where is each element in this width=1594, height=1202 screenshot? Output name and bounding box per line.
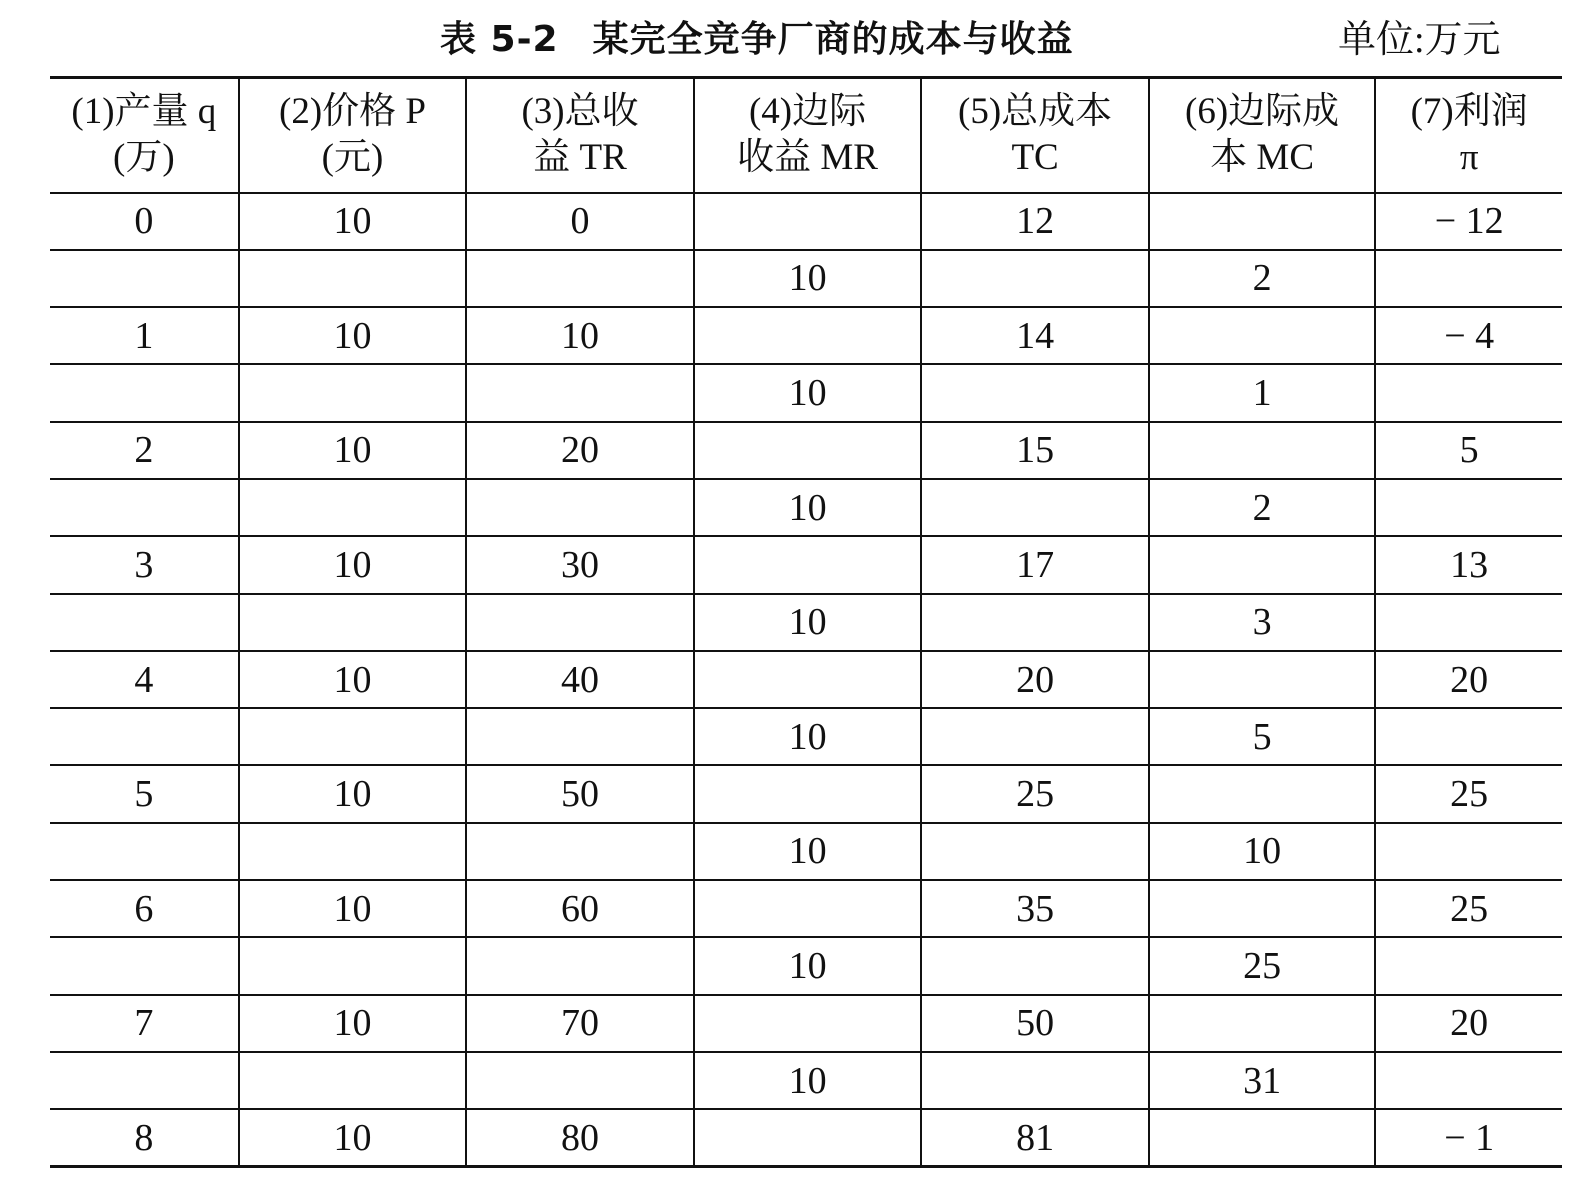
cell-total-cost: 20 xyxy=(921,651,1149,708)
cell-profit: 5 xyxy=(1375,422,1562,479)
cell-marginal-revenue: 10 xyxy=(694,479,922,536)
cell-total-cost xyxy=(921,594,1149,651)
cell-price xyxy=(239,708,467,765)
cell-marginal-revenue: 10 xyxy=(694,708,922,765)
cell-marginal-cost: 2 xyxy=(1149,479,1375,536)
cell-profit xyxy=(1375,937,1562,994)
table-row xyxy=(50,937,1562,994)
cell-profit xyxy=(1375,823,1562,880)
header-total-revenue: (3)总收 益 TR xyxy=(466,78,694,193)
cell-output: 4 xyxy=(50,651,239,708)
cell-output xyxy=(50,594,239,651)
table-row xyxy=(50,250,1562,307)
cell-output: 7 xyxy=(50,995,239,1052)
header-profit: (7)利润 π xyxy=(1375,78,1562,193)
cell-total-revenue xyxy=(466,250,694,307)
cell-total-revenue: 0 xyxy=(466,193,694,250)
cell-marginal-revenue: 10 xyxy=(694,937,922,994)
cell-total-cost: 12 xyxy=(921,193,1149,250)
cell-output: 2 xyxy=(50,422,239,479)
cell-total-revenue: 70 xyxy=(466,995,694,1052)
cell-profit xyxy=(1375,1052,1562,1109)
cell-marginal-cost: 3 xyxy=(1149,594,1375,651)
cell-profit: 20 xyxy=(1375,995,1562,1052)
table-row xyxy=(50,307,1562,364)
cell-total-cost xyxy=(921,937,1149,994)
cell-profit: − 4 xyxy=(1375,307,1562,364)
cell-output: 6 xyxy=(50,880,239,937)
cell-price: 10 xyxy=(239,765,467,822)
cell-profit: − 12 xyxy=(1375,193,1562,250)
cell-output: 1 xyxy=(50,307,239,364)
table-row xyxy=(50,823,1562,880)
cell-marginal-cost xyxy=(1149,422,1375,479)
cell-output: 8 xyxy=(50,1109,239,1166)
header-marginal-cost: (6)边际成 本 MC xyxy=(1149,78,1375,193)
cell-total-cost: 17 xyxy=(921,536,1149,593)
cell-price xyxy=(239,479,467,536)
cell-profit xyxy=(1375,708,1562,765)
cell-marginal-cost: 31 xyxy=(1149,1052,1375,1109)
cell-total-revenue: 40 xyxy=(466,651,694,708)
cell-total-revenue xyxy=(466,594,694,651)
cell-marginal-cost xyxy=(1149,193,1375,250)
cell-marginal-cost xyxy=(1149,765,1375,822)
cell-marginal-cost xyxy=(1149,1109,1375,1166)
cell-profit: 13 xyxy=(1375,536,1562,593)
cell-price: 10 xyxy=(239,193,467,250)
cell-price: 10 xyxy=(239,995,467,1052)
cell-marginal-revenue xyxy=(694,995,922,1052)
cell-price: 10 xyxy=(239,651,467,708)
cell-price xyxy=(239,594,467,651)
cell-output: 3 xyxy=(50,536,239,593)
table-number: 表 5-2 xyxy=(440,19,559,60)
table-row xyxy=(50,422,1562,479)
cell-total-cost: 15 xyxy=(921,422,1149,479)
cell-total-cost: 35 xyxy=(921,880,1149,937)
cell-marginal-revenue: 10 xyxy=(694,594,922,651)
cell-output xyxy=(50,364,239,421)
cell-marginal-revenue xyxy=(694,765,922,822)
header-row xyxy=(50,78,1562,193)
cell-marginal-revenue xyxy=(694,880,922,937)
table-row xyxy=(50,594,1562,651)
header-price: (2)价格 P (元) xyxy=(239,78,467,193)
table-row xyxy=(50,479,1562,536)
cell-marginal-revenue xyxy=(694,422,922,479)
cell-marginal-revenue xyxy=(694,651,922,708)
table-row xyxy=(50,364,1562,421)
cell-total-revenue xyxy=(466,479,694,536)
table-row xyxy=(50,708,1562,765)
cell-total-revenue: 80 xyxy=(466,1109,694,1166)
cell-total-revenue: 30 xyxy=(466,536,694,593)
unit-label: 单位:万元 xyxy=(1338,19,1501,61)
cell-marginal-cost: 5 xyxy=(1149,708,1375,765)
cell-total-revenue: 20 xyxy=(466,422,694,479)
cell-profit xyxy=(1375,250,1562,307)
cell-profit: 25 xyxy=(1375,880,1562,937)
cell-total-cost xyxy=(921,708,1149,765)
cell-price xyxy=(239,1052,467,1109)
cell-total-cost xyxy=(921,250,1149,307)
cell-profit xyxy=(1375,479,1562,536)
cell-price: 10 xyxy=(239,536,467,593)
cell-price xyxy=(239,364,467,421)
cell-marginal-revenue xyxy=(694,536,922,593)
cell-marginal-revenue: 10 xyxy=(694,823,922,880)
table-row xyxy=(50,995,1562,1052)
cell-profit: 20 xyxy=(1375,651,1562,708)
cell-marginal-revenue: 10 xyxy=(694,1052,922,1109)
table-row xyxy=(50,536,1562,593)
cell-price xyxy=(239,250,467,307)
cell-total-cost xyxy=(921,1052,1149,1109)
cell-marginal-cost: 10 xyxy=(1149,823,1375,880)
table-row xyxy=(50,1052,1562,1109)
cell-output: 0 xyxy=(50,193,239,250)
cell-total-cost: 50 xyxy=(921,995,1149,1052)
cell-total-cost: 81 xyxy=(921,1109,1149,1166)
cell-price: 10 xyxy=(239,880,467,937)
cell-marginal-revenue: 10 xyxy=(694,364,922,421)
cell-output xyxy=(50,708,239,765)
cell-total-cost: 25 xyxy=(921,765,1149,822)
cell-marginal-cost: 2 xyxy=(1149,250,1375,307)
cell-output: 5 xyxy=(50,765,239,822)
table-row xyxy=(50,651,1562,708)
header-total-cost: (5)总成本 TC xyxy=(921,78,1149,193)
cell-total-revenue xyxy=(466,364,694,421)
cell-marginal-revenue xyxy=(694,193,922,250)
cell-marginal-cost: 1 xyxy=(1149,364,1375,421)
table-row xyxy=(50,880,1562,937)
cell-marginal-revenue: 10 xyxy=(694,250,922,307)
cell-marginal-revenue xyxy=(694,307,922,364)
table-title: 某完全竞争厂商的成本与收益 xyxy=(592,19,1074,60)
cell-marginal-cost xyxy=(1149,880,1375,937)
cell-price: 10 xyxy=(239,422,467,479)
cell-price xyxy=(239,937,467,994)
cell-total-cost: 14 xyxy=(921,307,1149,364)
cell-profit: 25 xyxy=(1375,765,1562,822)
cell-total-cost xyxy=(921,479,1149,536)
cell-marginal-cost xyxy=(1149,995,1375,1052)
cell-marginal-cost xyxy=(1149,307,1375,364)
cost-revenue-table xyxy=(50,76,1562,1168)
cell-profit xyxy=(1375,594,1562,651)
cell-total-revenue xyxy=(466,708,694,765)
table-caption xyxy=(440,12,1140,68)
cell-price: 10 xyxy=(239,1109,467,1166)
cell-price: 10 xyxy=(239,307,467,364)
cell-total-revenue xyxy=(466,823,694,880)
header-marginal-revenue: (4)边际 收益 MR xyxy=(694,78,922,193)
cell-marginal-cost xyxy=(1149,536,1375,593)
cell-price xyxy=(239,823,467,880)
cell-total-revenue: 60 xyxy=(466,880,694,937)
cell-output xyxy=(50,479,239,536)
table-row xyxy=(50,765,1562,822)
cell-output xyxy=(50,250,239,307)
cell-total-cost xyxy=(921,823,1149,880)
table-row xyxy=(50,1109,1562,1166)
cell-marginal-cost: 25 xyxy=(1149,937,1375,994)
cell-output xyxy=(50,1052,239,1109)
cell-profit: − 1 xyxy=(1375,1109,1562,1166)
cell-output xyxy=(50,937,239,994)
cell-total-revenue: 50 xyxy=(466,765,694,822)
table-row xyxy=(50,193,1562,250)
cell-output xyxy=(50,823,239,880)
cell-profit xyxy=(1375,364,1562,421)
cell-marginal-revenue xyxy=(694,1109,922,1166)
cell-total-cost xyxy=(921,364,1149,421)
cell-total-revenue xyxy=(466,1052,694,1109)
header-output: (1)产量 q (万) xyxy=(50,78,239,193)
cell-total-revenue xyxy=(466,937,694,994)
cell-marginal-cost xyxy=(1149,651,1375,708)
cell-total-revenue: 10 xyxy=(466,307,694,364)
